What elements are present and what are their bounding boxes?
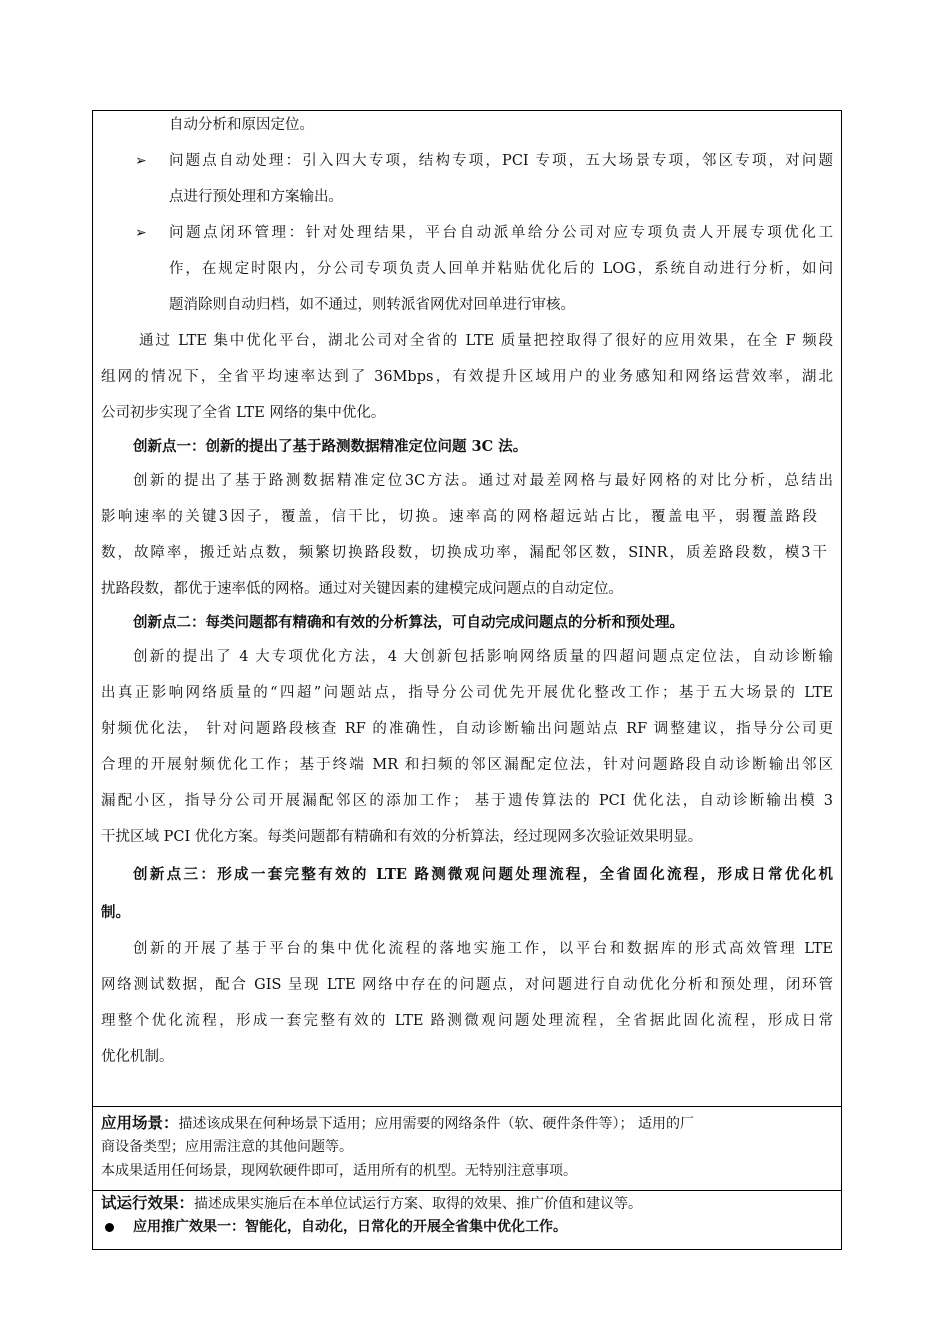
scene-description-cont: 商设备类型；应用需注意的其他问题等。 xyxy=(101,1139,353,1155)
text-line: 自动分析和原因定位。 xyxy=(169,117,314,133)
text-line: 出真正影响网络质量的“四超”问题站点，指导分公司优先开展优化整改工作；基于五大场景的 LTE xyxy=(101,685,833,701)
innovation-title-1: 创新点一：创新的提出了基于路测数据精准定位问题 3C 法。 xyxy=(133,438,528,455)
arrow-bullet-icon: ➢ xyxy=(135,153,147,169)
text-line: 影响速率的关键3因子，覆盖，信干比，切换。速率高的网格超远站占比，覆盖电平，弱覆盖路段 xyxy=(101,509,817,525)
text-line: 点进行预处理和方案输出。 xyxy=(169,189,343,205)
trial-bullet-1: 应用推广效果一：智能化，自动化，日常化的开展全省集中优化工作。 xyxy=(133,1219,567,1235)
text-line: 扰路段数，都优于速率低的网格。通过对关键因素的建模完成问题点的自动定位。 xyxy=(101,581,623,597)
innovation-title-3-cont: 制。 xyxy=(101,904,130,921)
scene-content: 本成果适用任何场景，现网软硬件即可，适用所有的机型。无特别注意事项。 xyxy=(101,1163,577,1179)
innovation-title-2: 创新点二：每类问题都有精确和有效的分析算法，可自动完成问题点的分析和预处理。 xyxy=(133,614,684,631)
innovation-title-3: 创新点三：形成一套完整有效的 LTE 路测微观问题处理流程，全省固化流程，形成日常优化机 xyxy=(133,866,833,883)
text-line: 创新的开展了基于平台的集中优化流程的落地实施工作，以平台和数据库的形式高效管理 LTE xyxy=(133,941,833,957)
text-line: 漏配小区，指导分公司开展漏配邻区的添加工作； 基于遗传算法的 PCI 优化法，自动诊断输出模 3 xyxy=(101,793,833,809)
text-line: 理整个优化流程，形成一套完整有效的 LTE 路测微观问题处理流程，全省据此固化流程，形成日常 xyxy=(101,1013,833,1029)
text-line: 优化机制。 xyxy=(101,1049,174,1065)
text-line: 题消除则自动归档，如不通过，则转派省网优对回单进行审核。 xyxy=(169,297,575,313)
scene-description: 描述该成果在何种场景下适用；应用需要的网络条件（软、硬件条件等）； 适用的厂 xyxy=(178,1116,694,1132)
report-table xyxy=(92,110,842,1250)
text-line: 组网的情况下，全省平均速率达到了 36Mbps，有效提升区域用户的业务感知和网络运营效率，湖北 xyxy=(101,369,833,385)
arrow-bullet-icon: ➢ xyxy=(135,225,147,241)
text-line: 公司初步实现了全省 LTE 网络的集中优化。 xyxy=(101,405,386,421)
text-line: 合理的开展射频优化工作；基于终端 MR 和扫频的邻区漏配定位法，针对问题路段自动诊断输出邻区 xyxy=(101,757,833,773)
bullet-dot-icon xyxy=(105,1223,114,1232)
text-line: 干扰区域 PCI 优化方案。每类问题都有精确和有效的分析算法，经过现网多次验证效果明显。 xyxy=(101,829,703,845)
trial-effect-section xyxy=(93,1191,841,1251)
text-line: 作，在规定时限内，分公司专项负责人回单并粘贴优化后的 LOG，系统自动进行分析，如问 xyxy=(169,261,833,277)
trial-heading: 试运行效果： xyxy=(101,1194,195,1212)
innovation-section xyxy=(93,111,841,1107)
trial-description: 描述成果实施后在本单位试运行方案、取得的效果、推广价值和建议等。 xyxy=(194,1196,643,1212)
scene-heading: 应用场景： xyxy=(101,1114,179,1132)
text-line: 射频优化法， 针对问题路段核查 RF 的准确性，自动诊断输出问题站点 RF 调整建议，指导分公司更 xyxy=(101,721,833,737)
application-scene-section xyxy=(93,1107,841,1191)
text-line: 创新的提出了基于路测数据精准定位3C方法。通过对最差网格与最好网格的对比分析，总结出 xyxy=(133,473,833,489)
text-line: 创新的提出了 4 大专项优化方法，4 大创新包括影响网络质量的四超问题点定位法，自动诊断输 xyxy=(133,649,833,665)
text-line: 问题点闭环管理：针对处理结果，平台自动派单给分公司对应专项负责人开展专项优化工 xyxy=(169,225,833,241)
text-line: 问题点自动处理：引入四大专项，结构专项，PCI 专项，五大场景专项，邻区专项，对问题 xyxy=(169,153,833,169)
text-line: 网络测试数据，配合 GIS 呈现 LTE 网络中存在的问题点，对问题进行自动优化分析和预处理，闭环管 xyxy=(101,977,833,993)
text-line: 数，故障率，搬迁站点数，频繁切换路段数，切换成功率，漏配邻区数，SINR，质差路段数，模3干 xyxy=(101,545,827,561)
text-line: 通过 LTE 集中优化平台，湖北公司对全省的 LTE 质量把控取得了很好的应用效果，在全 F 频段 xyxy=(139,333,833,349)
